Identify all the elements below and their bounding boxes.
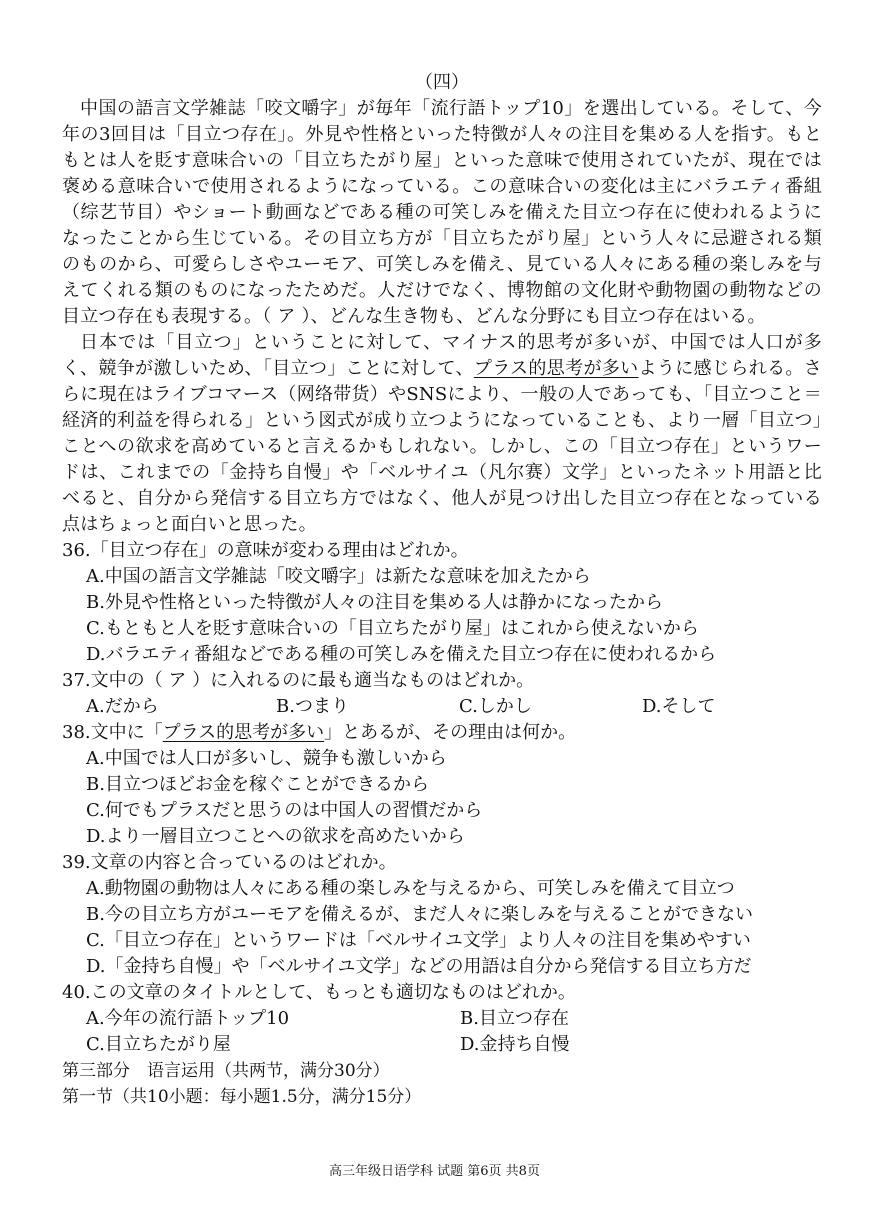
question-36 [62,538,822,668]
option-b: B.目立つほどお金を稼ぐことができるから [86,774,429,795]
question-stem: 37.文中の（ ア ）に入れるのに最も適当なものはどれか。 [62,670,535,691]
page-footer: 高三年级日语学科 试题 第6页 共8页 [329,1164,540,1179]
option-d: D.より一層目立つことへの欲求を高めたいから [86,826,465,847]
passage-paragraph-1: 中国の語言文学雑誌「咬文嚼字」が毎年「流行語トップ10」を選出している。そして、今年の3回目は「目立つ存在」。外見や性格といった特徴が人々の注目を集める人を指す。もともとは人を貶す意味合いの「目立ちたがり屋」といった意味で使用されていたが、現在では褒める意味合いで使用されるようになっている。この意味合いの変化は主にバラエティ番組（综艺节目）やショート動画などである種の可笑しみを備えた目立つ存在に使われるようになったことから生じている。その目立ち方が「目立ちたがり屋」という人々に忌避される類のものから、可愛らしさやユーモア、可笑しみを備え、見ている人々にある種の楽しみを与えてくれる類のものになったためだ。人だけでなく、博物館の文化財や動物園の動物などの目立つ存在も表現する。（ ア ）、どんな生き物も、どんな分野にも目立つ存在はいる。 [62,98,822,327]
options-row [62,694,822,720]
option-c: C.しかし [459,696,532,717]
options-row [62,1006,822,1032]
option-a: A.だから [86,696,159,717]
section-one-title: 第一节（共10小题：每小题1.5分，满分15分） [62,1087,422,1107]
option-b: B.外見や性格といった特徴が人々の注目を集める人は静かになったから [86,592,663,613]
option-d: D.金持ち自慢 [460,1034,570,1055]
passage-p2-after: ように感じられる。さらに現在はライブコマース（网络带货）やSNSにより、一般の人であっても、「目立つこと＝経済的利益を得られる」という図式が成り立つようになっていることも、より一層「目立つ」ことへの欲求を高めていると言えるかもしれない。しかし、この「目立つ存在」というワードは、これまでの「金持ち自慢」や「ベルサイユ（凡尔赛）文学」といったネット用語と比べると、自分から発信する目立ち方ではなく、他人が見つけ出した目立つ存在となっている点はちょっと面白いと思った。 [62,358,822,535]
part-three-title: 第三部分 语言运用（共两节，满分30分） [62,1061,390,1081]
option-c: C.目立ちたがり屋 [86,1034,231,1055]
option-b: B.目立つ存在 [460,1008,569,1029]
question-38 [62,720,822,850]
option-d: D.「金持ち自慢」や「ベルサイユ文学」などの用語は自分から発信する目立ち方だ [86,956,752,977]
option-d: D.そして [642,696,716,717]
passage-p2-before: 日本では「目立つ」ということに対して、マイナス的思考が多いが、中国では人口が多く、競争が激しいため、「目立つ」ことに対して、 [62,332,822,379]
question-stem: 39.文章の内容と合っているのはどれか。 [62,852,397,873]
option-a: A.動物園の動物は人々にある種の楽しみを与えるから、可笑しみを備えて目立つ [86,878,735,899]
option-a: A.中国の語言文学雑誌「咬文嚼字」は新たな意味を加えたから [86,566,591,587]
option-a: A.今年の流行語トップ10 [86,1008,290,1029]
option-c: C.もともと人を貶す意味合いの「目立ちたがり屋」はこれから使えないから [86,618,699,639]
question-stem [62,720,822,746]
option-b: B.今の目立ち方がユーモアを備えるが、まだ人々に楽しみを与えることができない [86,904,753,925]
stem-after: 」とあるが、その理由は何か。 [324,722,577,743]
question-37 [62,668,822,720]
stem-before: 38.文中に「 [62,722,163,743]
option-a: A.中国では人口が多いし、競争も激しいから [86,748,447,769]
option-c: C.何でもプラスだと思うのは中国人の習慣だから [86,800,483,821]
question-39 [62,850,822,980]
question-40 [62,980,822,1058]
passage-paragraph-2 [62,330,822,538]
options-row [62,1032,822,1058]
exam-page [62,70,822,1110]
underlined-phrase: プラス的思考が多い [162,722,325,743]
option-c: C.「目立つ存在」というワードは「ベルサイユ文学」より人々の注目を集めやすい [86,930,751,951]
question-stem: 36.「目立つ存在」の意味が変わる理由はどれか。 [62,540,469,561]
underlined-phrase: プラス的思考が多い [473,358,639,379]
reading-passage [62,96,822,538]
question-stem: 40.この文章のタイトルとして、もっとも適切なものはどれか。 [62,982,576,1003]
option-b: B.つまり [276,696,349,717]
section-heading: （四） [415,72,469,93]
option-d: D.バラエティ番組などである種の可笑しみを備えた目立つ存在に使われるから [86,644,717,665]
